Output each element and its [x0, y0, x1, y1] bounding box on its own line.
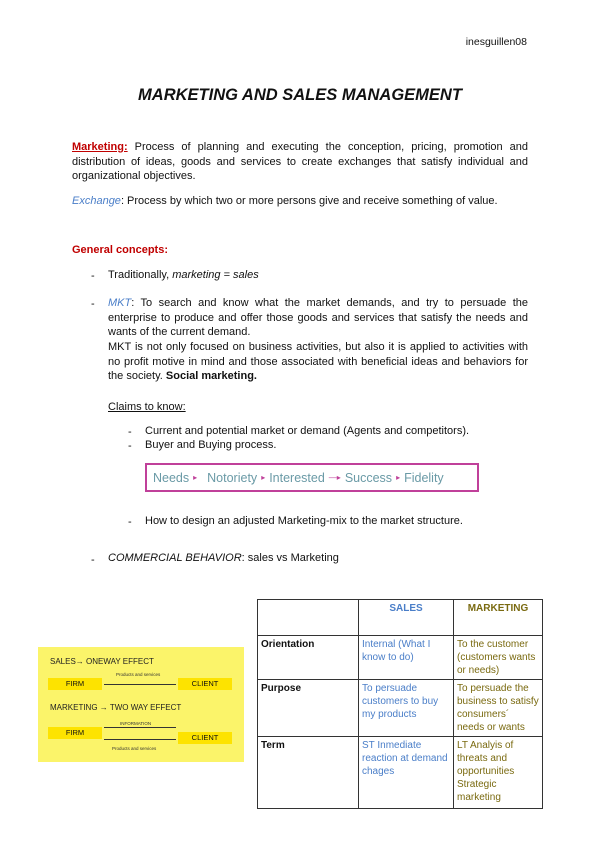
bullet-dash: -: [91, 554, 95, 566]
arrow-line: [104, 727, 176, 728]
table-row: [258, 600, 543, 636]
table-header-empty: [258, 600, 359, 636]
social-marketing: Social marketing.: [165, 370, 257, 382]
author-name: inesguillen08: [465, 36, 527, 48]
commercial-behavior: [108, 552, 339, 564]
table-row: [258, 636, 543, 680]
row-label: Term: [258, 737, 359, 809]
sales-cell: Internal (What I know to do): [359, 636, 454, 680]
sales-cell: ST Inmediate reaction at demand chages: [359, 737, 454, 809]
sales-vs-marketing-table: [257, 599, 543, 809]
exchange-text: : Process by which two or more persons give and receive something of value.: [120, 195, 498, 207]
flow-step-needs: Needs: [153, 470, 190, 485]
flow-arrow-icon: ▸: [261, 473, 266, 482]
flow-arrow-icon: ▸: [396, 473, 401, 482]
buying-process-flow: [145, 463, 479, 492]
bullet-traditionally-prefix: Traditionally,: [108, 269, 173, 281]
marketing-definition-text: Process of planning and executing the conception, pricing, promotion and distribution of ideas, goods and services to create exchanges that satisfy individual and organizational objectives.: [72, 141, 528, 182]
table-header-sales: SALES: [359, 600, 454, 636]
flow-step-interested: Interested: [269, 470, 325, 485]
products-services-label-2: Products and services: [112, 746, 157, 751]
claim-buyer: Buyer and Buying process.: [145, 439, 277, 451]
exchange-term: Exchange: [72, 195, 121, 207]
mkt-term: MKT: [108, 297, 132, 309]
effect-diagram: [38, 647, 244, 762]
marketing-definition: [72, 140, 528, 184]
products-services-label: Products and services: [116, 672, 161, 677]
mkt-text: : To search and know what the market demands, and try to persuade the enterprise to produce and offer those goods and services that satisfy the needs and wants of the current demand.: [108, 297, 528, 338]
claim-marketing-mix: How to design an adjusted Marketing-mix to the market structure.: [145, 515, 463, 527]
flow-step-success: Success: [344, 470, 393, 485]
sales-effect-title: SALES→ ONEWAY EFFECT: [50, 657, 154, 666]
claims-heading: Claims to know:: [108, 401, 186, 413]
sub-dash: -: [128, 516, 132, 528]
mkt-text-2: MKT is not only focused on business activities, but also it is applied to activities with no profit motive in mind and those associated with beneficial ideas and behaviors for the society.: [108, 341, 528, 382]
firm-box-2: FIRM: [48, 727, 102, 739]
mkt-paragraph-2: [108, 340, 528, 384]
client-box-2: CLIENT: [178, 732, 232, 744]
flow-step-notoriety: Notoriety: [207, 470, 258, 485]
marketing-term: Marketing:: [72, 141, 128, 153]
bullet-dash: -: [91, 270, 95, 282]
general-concepts-heading: General concepts:: [72, 244, 168, 256]
table-row: [258, 680, 543, 737]
bullet-mkt: [108, 296, 528, 340]
information-label: INFORMATION: [120, 721, 152, 726]
page-title: MARKETING AND SALES MANAGEMENT: [138, 86, 462, 104]
arrow-line: [104, 684, 176, 685]
marketing-cell-line-2: Strategic marketing: [457, 779, 501, 803]
marketing-cell-line-1: LT Analyis of threats and opportunities: [457, 740, 515, 777]
bullet-dash: -: [91, 298, 95, 310]
table-header-marketing: MARKETING: [454, 600, 543, 636]
row-label: Orientation: [258, 636, 359, 680]
commercial-behavior-rest: : sales vs Marketing: [241, 552, 339, 564]
flow-step-fidelity: Fidelity: [404, 470, 444, 485]
flow-arrow-icon: ▸: [193, 473, 198, 482]
arrow-line: [104, 739, 176, 740]
client-box: CLIENT: [178, 678, 232, 690]
sub-dash: -: [128, 440, 132, 452]
firm-box: FIRM: [48, 678, 102, 690]
bullet-traditionally-italic: marketing = sales: [172, 269, 259, 281]
flow-arrow-icon: —▸: [328, 473, 341, 482]
marketing-effect-title: MARKETING → TWO WAY EFFECT: [50, 703, 182, 712]
commercial-behavior-italic: COMMERCIAL BEHAVIOR: [108, 552, 242, 564]
marketing-cell: To the customer (customers wants or needs): [454, 636, 543, 680]
table-row: [258, 737, 543, 809]
row-label: Purpose: [258, 680, 359, 737]
sales-cell: To persuade customers to buy my products: [359, 680, 454, 737]
exchange-definition: [72, 194, 528, 209]
marketing-cell: [454, 737, 543, 809]
marketing-cell: To persuade the business to satisfy consumers´ needs or wants: [454, 680, 543, 737]
bullet-traditionally: [108, 268, 259, 283]
claim-market: Current and potential market or demand (Agents and competitors).: [145, 425, 470, 437]
sub-dash: -: [128, 426, 132, 438]
